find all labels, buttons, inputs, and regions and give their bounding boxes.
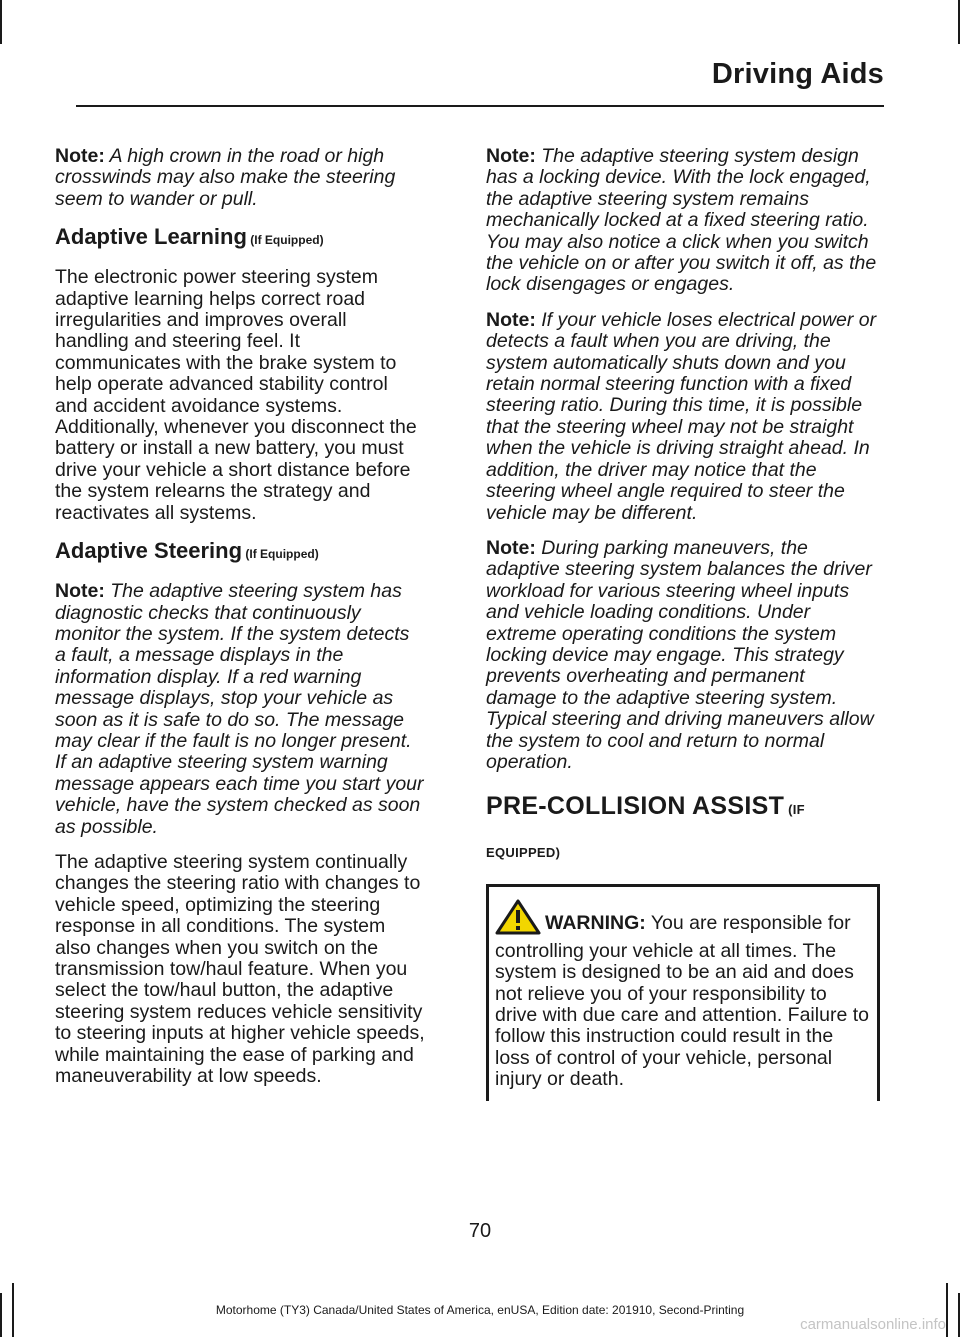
note-diagnostic — [55, 581, 425, 838]
edition-footer: Motorhome (TY3) Canada/United States of America, enUSA, Edition date: 201910, Second-Printing — [215, 1303, 745, 1317]
section-heading-pre-collision — [486, 791, 878, 825]
note-locking-device — [486, 146, 878, 296]
warning-text: You are responsible for controlling your vehicle at all times. The system is designed to be an aid and does not relieve you of your responsibility to drive with due care and attention. Failure to follow this instruction could result in the loss of control of your vehicle, personal injury or death. — [495, 912, 869, 1091]
note-label: Note: — [486, 536, 536, 559]
section-qualifier: (IF — [784, 802, 805, 818]
note-text: During parking maneuvers, the adaptive steering system balances the driver workload for various steering wheel inputs and vehicle loading conditions. Under extreme operating conditions the system locking device may engage. This strategy prevents overheating and permanent damage to the adaptive steering system. Typical steering and driving maneuvers allow the system to cool and return to normal operation. — [486, 536, 874, 773]
heading-qualifier: (If Equipped) — [242, 547, 319, 562]
adaptive-learning-body: The electronic power steering system adaptive learning helps correct road irregularities and improves overall handling and steering feel. It communicates with the brake system to help operate advanced stability control and accident avoidance systems. Additionally, whenever you disconnect the battery or install a new battery, you must drive your vehicle a short distance before the system relearns the strategy and reactivates all systems. — [55, 266, 417, 524]
heading-text: Adaptive Learning — [55, 224, 247, 250]
note-label: Note: — [486, 145, 536, 167]
page-number: 70 — [468, 1220, 492, 1242]
note-text: The adaptive steering system has diagnostic checks that continuously monitor the system. If the system detects a fault, a message displays in the information display. If a red warning message displays, stop your vehicle as soon as it is safe to do so. The message may clear if the fault is no longer present. If an adaptive steering system warning message appears each time you start your vehicle, have the system checked as soon as possible. — [55, 580, 424, 838]
note-label: Note: — [486, 308, 536, 331]
warning-box — [486, 884, 880, 1100]
watermark: carmanualsonline.info — [800, 1316, 946, 1333]
warning-triangle-icon — [495, 899, 541, 940]
section-qualifier-continued: EQUIPPED) — [486, 845, 561, 861]
heading-text: Adaptive Steering — [55, 538, 243, 564]
warning-text-block — [495, 899, 871, 1090]
right-column — [486, 146, 878, 1101]
note-label: Note: — [55, 580, 105, 603]
adaptive-steering-heading — [55, 538, 425, 567]
note-crown — [55, 146, 425, 210]
note-label: Note: — [55, 145, 105, 167]
note-power-loss — [486, 310, 878, 524]
heading-qualifier: (If Equipped) — [246, 233, 324, 248]
page-title: Driving Aids — [711, 58, 884, 90]
note-parking — [486, 538, 878, 773]
note-text: The adaptive steering system design has a locking device. With the lock engaged, the adaptive steering system remains mechanically locked at a fixed steering ratio. You may also notice a click when you switch the vehicle on or after you switch it off, as the lock disengages or engages. — [486, 145, 877, 296]
adaptive-learning-heading — [55, 224, 425, 253]
warning-label: WARNING: — [545, 912, 646, 935]
section-title: PRE-COLLISION ASSIST — [486, 792, 785, 821]
note-text: A high crown in the road or high crosswinds may also make the steering seem to wander or pull. — [55, 145, 396, 210]
left-column — [55, 146, 425, 1101]
crop-mark — [0, 0, 2, 44]
adaptive-steering-body: The adaptive steering system continually changes the steering ratio with changes to vehicle speed, optimizing the steering response in all conditions. The system also changes when you switch on the transmission tow/haul feature. When you select the tow/haul button, the adaptive steering system reduces vehicle sensitivity to steering inputs at higher vehicle speeds, while maintaining the ease of parking and maneuverability at low speeds. — [55, 850, 425, 1088]
note-text: If your vehicle loses electrical power or detects a fault when you are driving, the system automatically shuts down and you retain normal steering function with a fixed steering ratio. During this time, it is possible that the steering wheel may not be straight when the vehicle is driving straight ahead. In addition, the driver may notice that the steering wheel angle required to steer the vehicle may be different. — [486, 308, 877, 524]
header-rule — [76, 105, 884, 107]
